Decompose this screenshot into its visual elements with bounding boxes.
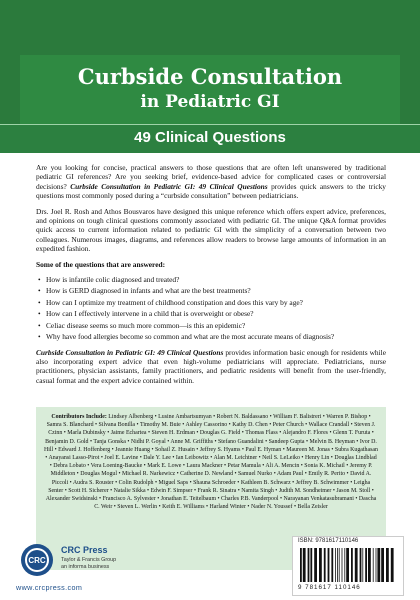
questions-list <box>36 275 386 341</box>
inline-book-title: Curbside Consultation in Pediatric GI: 49 Clinical Questions <box>36 347 224 357</box>
barcode-bar <box>351 548 353 582</box>
barcode-bar <box>346 548 349 582</box>
barcode-bar <box>386 548 389 582</box>
book-title-line2: in Pediatric GI <box>140 92 280 112</box>
barcode-bar <box>324 548 326 582</box>
publisher-group: Taylor & Francis Group <box>61 557 117 563</box>
question-item: • How is infantile colic diagnosed and treated? <box>36 275 386 284</box>
question-item: • Why have food allergies become so common and what are the most accurate means of diagnosis? <box>36 332 386 341</box>
contributors-label: Contributors Include: <box>51 414 107 420</box>
barcode-bar <box>376 548 377 582</box>
barcode-bar <box>337 548 338 582</box>
isbn-label: ISBN: 9781617110146 <box>298 538 359 544</box>
barcode-bar <box>365 548 367 582</box>
barcode-icon <box>298 548 396 582</box>
barcode-bar <box>368 548 371 582</box>
barcode-bar <box>360 548 362 582</box>
contributors-names: Lindsey Albenberg • Lusine Ambartsumyan • Robert N. Baldassano • William F. Balistreri • Warren P. Bishop • Samra S. Blanchard • Silvana Bonilla • Timothy M. Buie • Ashley Cassorino • Kathy D. Chen • Peter Church • Wallace Crandall • Steven J. Czinn • Marla Dubinsky • Jaime Echartea • Steven H. Erdman • Douglas G. Field • Thomas Flass • Alejandro F. Flores • Glenn T. Furuta • Benjamin D. Gold • Tanja Gonska • Nidhi P. Goyal • Anne M. Griffiths • Stefano Guandalini • Sandeep Gupta • Melvin B. Heyman • Ivor D. Hill • Edward J. Hoffenberg • Jeannie Huang • Sohail Z. Husain • Jeffrey S. Hyams • Paul E. Hyman • Maureen M. Jonas • Subra Kugathasan • Anayansi Lasso-Pirot • Joel E. Lavine • Dale Y. Lee • Ian Leibowitz • Alan M. Leichtner • Neil S. LeLeiko • Henry Lin • Douglas Lindblad • Debra Lobato • Vera Loening-Baucke • Mark E. Lowe • Laura Mackner • Petar Mamula • Ali A. Mencin • Sonia K. Michail • Jeremy P. Middleton • Douglas Mogul • Michael R. Narkewicz • Catherine D. Newland • Samuel Nurko • Adam Paul • Emily R. Perito • David A. Piccoli • Audra S. Rouster • Colin Rudolph • Miguel Saps • Shauna Schroeder • Kathleen B. Schwarz • Jeffrey B. Schwimmer • Leigha Senter • Scott H. Sicherer • Natalie Sikka • Edwin F. Simpser • Frank R. Sinatra • Namita Singh • Judith M. Sondheimer • Jason M. Stoll • Alexander Swidsinski • Francisco A. Sylvester • Jonathan E. Teitelbaum • Charles P.B. Vanderpool • Narayanan Venkatasubramani • Dascha C. Weir • Steven L. Werlin • Keith E. Williams • Harland Winter • Nader N. Youssef • Bella Zeisler <box>44 414 378 511</box>
book-subtitle: 49 Clinical Questions <box>134 129 286 146</box>
barcode-digits: 9 781617 110146 <box>298 584 361 591</box>
description-paragraph-1: Are you looking for concise, practical answers to those questions that are often left unanswered by traditional pediatric GI references? Are you seeking brief, evidence-based advice for complicated cases or controversial decisions? Curbside Consultation in Pediatric GI: 49 Clinical Questions provides quick answers to the tricky questions most commonly posed during a “curbside consultation” between pediatricians. <box>36 163 386 201</box>
crc-press-logo-icon <box>20 543 54 577</box>
barcode-bar <box>339 548 340 582</box>
description-paragraph-3: Curbside Consultation in Pediatric GI: 49 Clinical Questions provides information basic enough for residents while also incorporating expert advice that even high-volume pediatricians will appreciate. Pediatricians, nurse practitioners, physician assistants, family practitioners, and pediatric residents will benefit from the user-friendly, casual format and the expert advice contained within. <box>36 347 386 385</box>
question-item: • How is GERD diagnosed in infants and what are the best treatments? <box>36 286 386 295</box>
barcode-bar <box>310 548 312 582</box>
barcode-bar <box>344 548 345 582</box>
contributors-text <box>36 407 386 517</box>
question-item: • How can I optimize my treatment of childhood constipation and does this vary by age? <box>36 298 386 307</box>
barcode-bar <box>342 548 343 582</box>
barcode-bar <box>328 548 330 582</box>
question-item: • Celiac disease seems so much more common—is this an epidemic? <box>36 321 386 330</box>
barcode-bar <box>377 548 380 582</box>
barcode-bar <box>335 548 336 582</box>
description-paragraph-2: Drs. Joel R. Rosh and Athos Bousvaros have designed this unique reference which offers expert advice, preferences, and opinions on tough clinical questions commonly associated with pediatric GI. The unique Q&A format provides quick access to current information related to pediatric GI with the simplicity of a conversation between two colleagues. Numerous images, diagrams, and references allow readers to browse large amounts of information in an expedited fashion. <box>36 206 386 254</box>
questions-heading: Some of the questions that are answered: <box>36 259 166 269</box>
barcode-bar <box>314 548 317 582</box>
barcode-bar <box>331 548 333 582</box>
publisher-tagline: an informa business <box>61 564 110 570</box>
publisher-url: www.crcpress.com <box>16 583 83 592</box>
barcode-bar <box>308 548 310 582</box>
barcode-bar <box>391 548 394 582</box>
publisher-name: CRC Press <box>61 545 108 555</box>
question-item: • How can I effectively intervene in a child that is overweight or obese? <box>36 309 386 318</box>
book-title-line1: Curbside Consultation <box>77 64 343 89</box>
inline-book-title: Curbside Consultation in Pediatric GI: 49 Clinical Questions <box>70 181 268 191</box>
barcode-bar <box>319 548 322 582</box>
barcode-bar <box>355 548 358 582</box>
barcode-bar <box>381 548 384 582</box>
barcode-bar <box>362 548 363 582</box>
logo-text: CRC <box>28 556 46 565</box>
publisher-subtitle <box>61 557 116 571</box>
barcode-bar <box>373 548 374 582</box>
barcode-bar <box>300 548 302 582</box>
back-cover-description <box>36 163 386 391</box>
barcode-bar <box>303 548 306 582</box>
